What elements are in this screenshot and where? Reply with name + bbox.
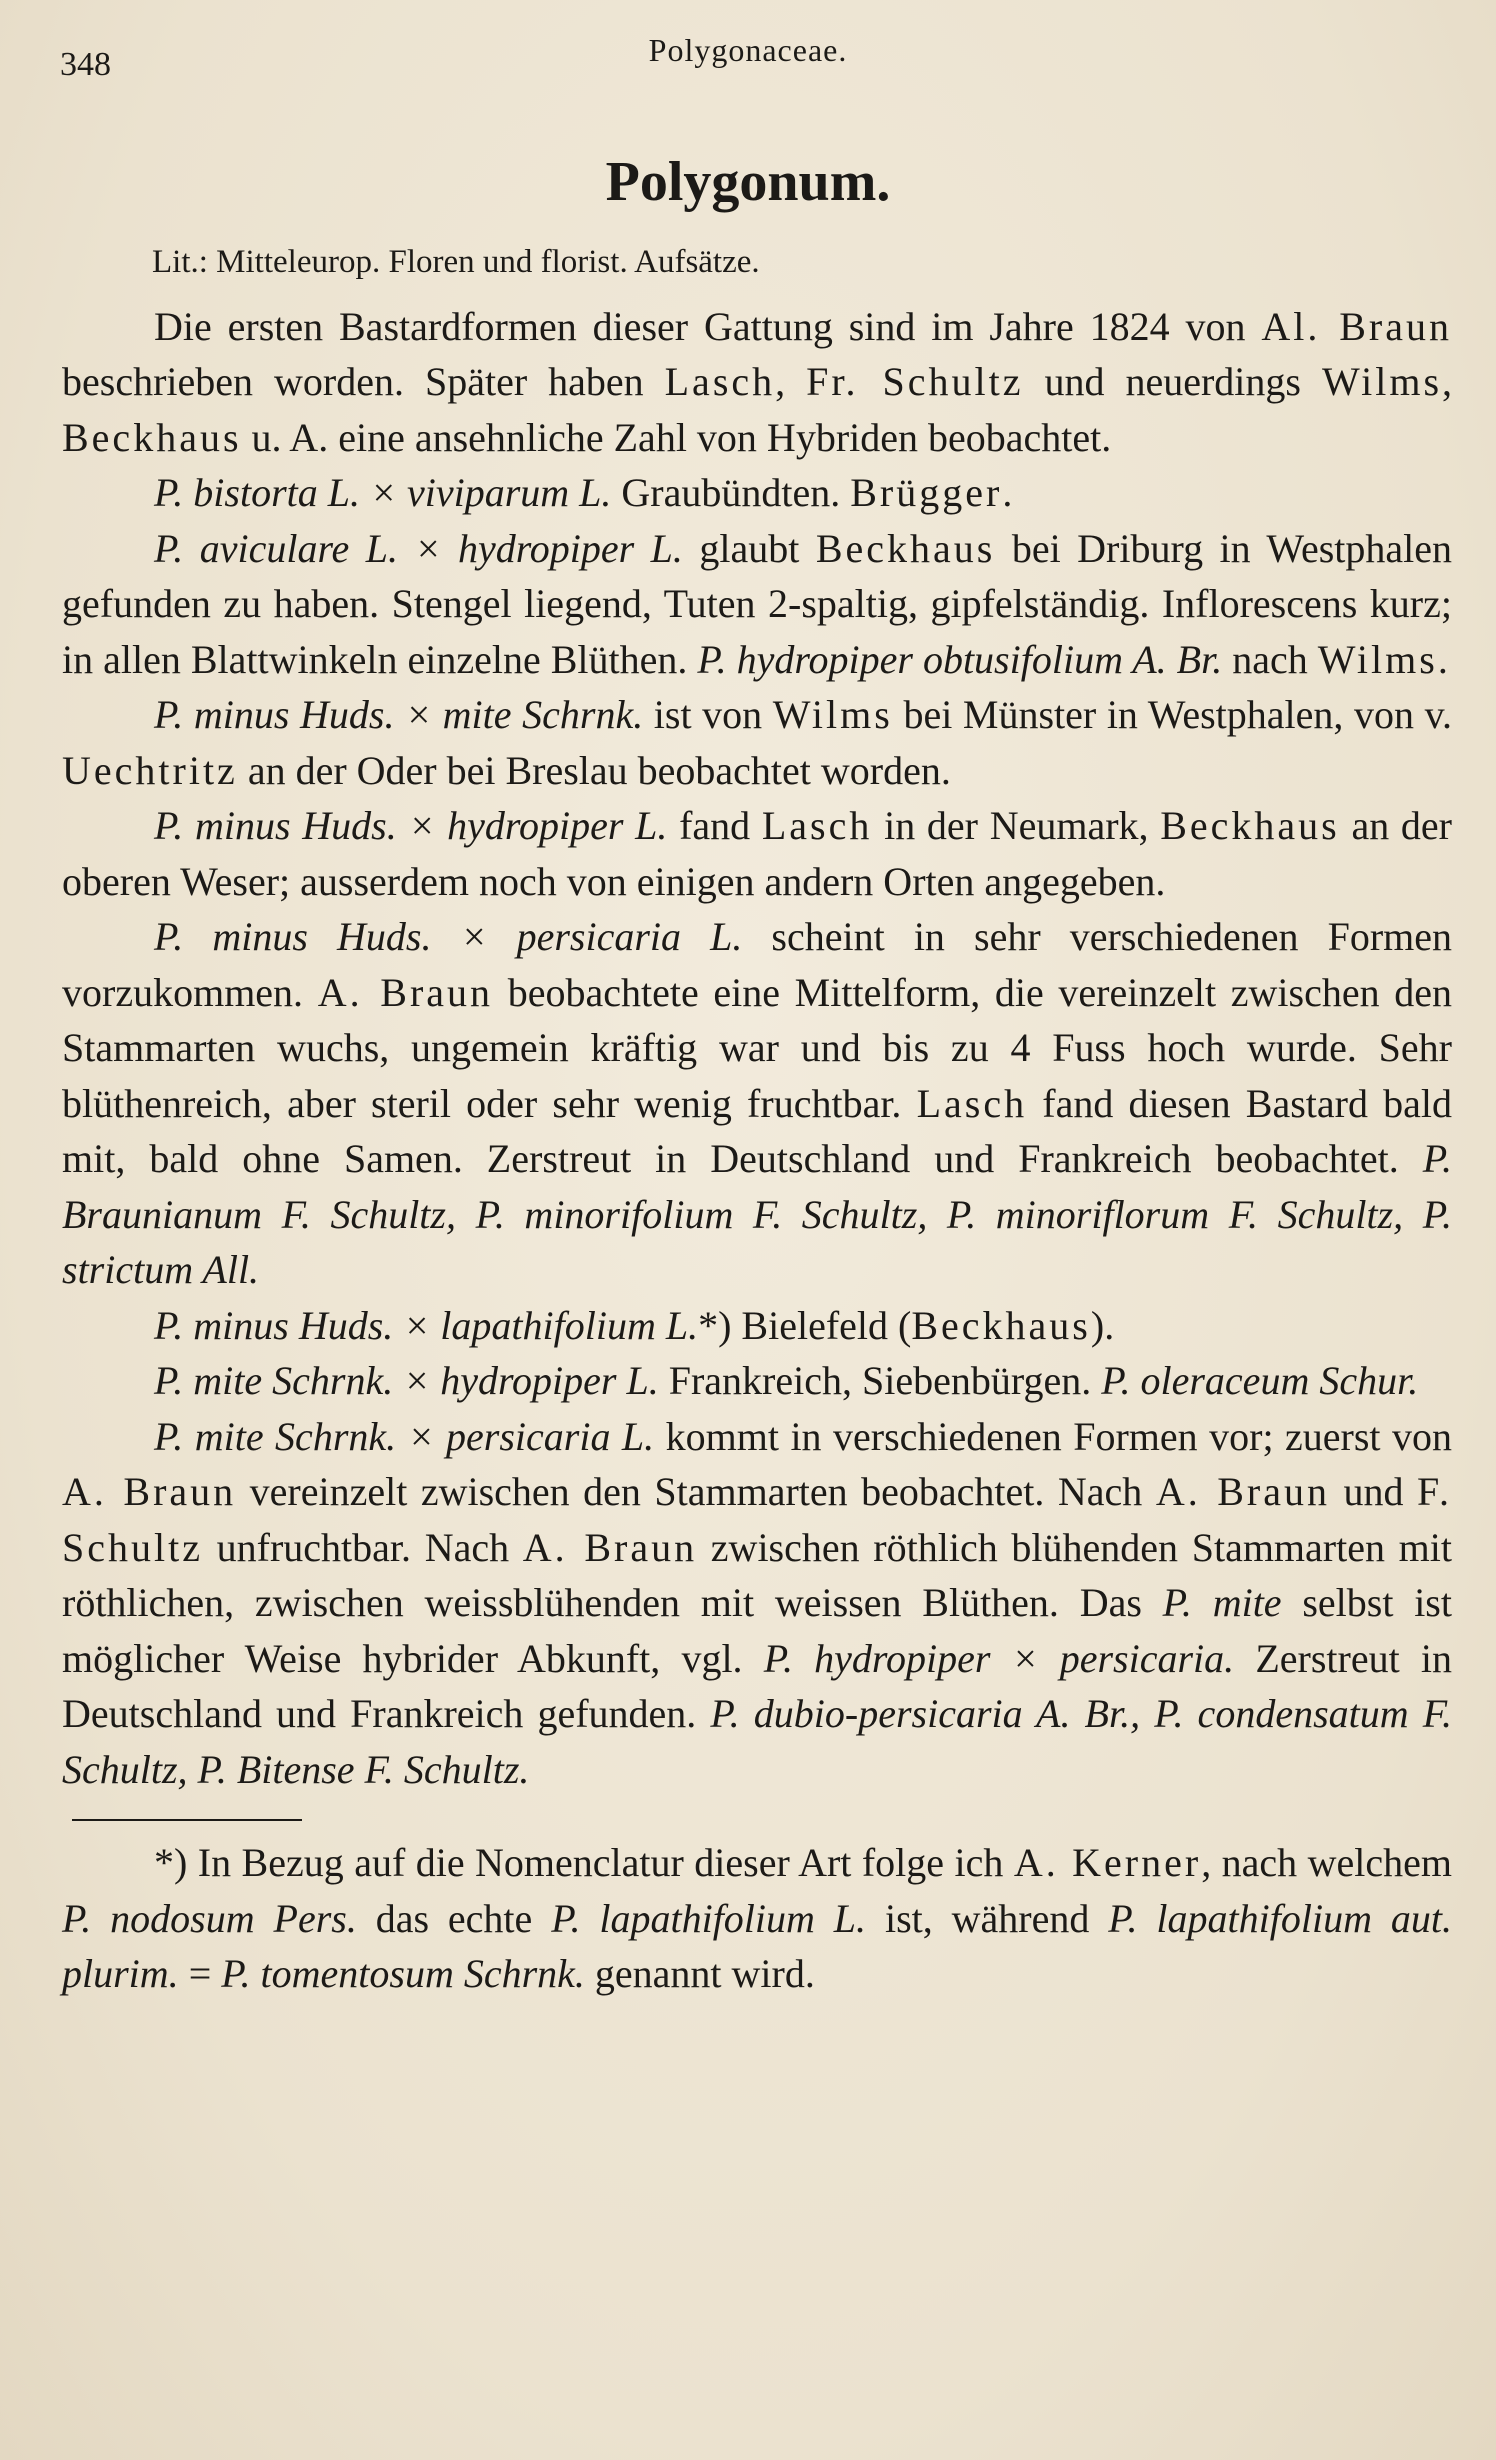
text-run: an der Oder bei Breslau beobachtet worden. <box>237 747 951 793</box>
author-name: Al. Braun <box>1261 303 1452 349</box>
text-run: fand diesen Bastard bald mit, bald ohne Samen. Zerstreut in Deutschland und Frankreich beobachtet. <box>62 1080 1452 1182</box>
species-name: P. mite <box>1162 1580 1282 1626</box>
text-run: *) Bielefeld ( <box>698 1302 912 1348</box>
text-run: vereinzelt zwischen den Stammarten beobachtet. Nach <box>236 1469 1156 1515</box>
author-name: Wilms <box>1317 636 1438 682</box>
text-run: ). <box>1090 1302 1115 1348</box>
text-run: Die ersten Bastardformen dieser Gattung sind im Jahre 1824 von <box>154 303 1262 349</box>
text-run: glaubt <box>682 525 816 571</box>
text-run: selbst ist möglicher Weise hybrider Abkunft, vgl. <box>62 1580 1452 1681</box>
hybrid-name: P. minus Huds. × hydropiper L. <box>154 803 668 849</box>
hybrid-entry <box>62 1353 1452 1409</box>
text-run: das echte <box>356 1895 552 1941</box>
author-name: F. Schultz <box>62 1469 1452 1570</box>
text-run: bei Münster in Westphalen, von v. <box>892 692 1452 738</box>
author-name: Lasch <box>761 803 873 849</box>
page-header <box>0 26 1496 86</box>
species-name: P. lapathifolium L. <box>551 1895 867 1941</box>
hybrid-entry <box>62 909 1452 1298</box>
synonym: P. oleraceum Schur. <box>1101 1358 1419 1404</box>
hybrid-entry <box>62 465 1452 521</box>
literature-note: Lit.: Mitteleurop. Floren und florist. Aufsätze. <box>152 244 760 280</box>
text-run: und <box>1329 1469 1417 1515</box>
text-run: Graubündten. <box>611 470 851 516</box>
text-run: kommt in verschiedenen Formen vor; zuerst von <box>654 1413 1452 1459</box>
hybrid-name: P. minus Huds. × lapathifolium L. <box>154 1302 699 1348</box>
author-name: A. Braun <box>317 969 494 1015</box>
text-run: . <box>1002 470 1013 516</box>
author-name: Beckhaus <box>815 525 996 571</box>
hybrid-entry <box>62 687 1452 798</box>
author-name: Beckhaus <box>1160 803 1340 849</box>
cross-reference: P. hydropiper × persicaria. <box>763 1635 1235 1681</box>
text-run: nach <box>1222 636 1318 682</box>
hybrid-name: P. mite Schrnk. × persicaria L. <box>154 1413 655 1459</box>
text-run: , nach welchem <box>1201 1840 1452 1886</box>
running-head: Polygonaceae. <box>648 32 848 68</box>
text-run: , <box>775 359 807 405</box>
hybrid-name: P. minus Huds. × mite Schrnk. <box>154 692 644 738</box>
hybrid-entry <box>62 1298 1452 1354</box>
author-name: Beckhaus <box>62 414 242 460</box>
synonym: P. Braunianum F. Schultz, P. minorifolium F. Schultz, P. minoriflorum F. Schultz, P. strictum All. <box>62 1136 1452 1293</box>
text-run: Zerstreut in Deutschland und Frankreich gefunden. <box>62 1635 1452 1737</box>
hybrid-entry <box>62 1409 1452 1798</box>
text-run: ist von <box>643 692 773 738</box>
text-run: unfruchtbar. Nach <box>202 1524 523 1570</box>
text-run: fand <box>667 803 762 849</box>
text-run: *) In Bezug auf die Nomenclatur dieser Art folge ich <box>154 1840 1014 1886</box>
hybrid-name: P. mite Schrnk. × hydropiper L. <box>154 1358 659 1404</box>
author-name: A. Braun <box>62 1469 237 1515</box>
species-name: P. lapathifolium aut. plurim. <box>62 1895 1452 1997</box>
hybrid-entry <box>62 521 1452 688</box>
author-name: Wilms <box>772 692 893 738</box>
footnote-rule <box>72 1819 302 1821</box>
hybrid-entry <box>62 798 1452 909</box>
synonym: P. hydropiper obtusifolium A. Br. <box>697 636 1223 682</box>
page-number: 348 <box>60 46 111 83</box>
author-name: Brügger <box>850 470 1003 516</box>
hybrid-name: P. minus Huds. × persicaria L. <box>154 914 743 960</box>
author-name: Lasch <box>916 1080 1028 1126</box>
text-run: bei Driburg in Westphalen gefunden zu haben. Stengel liegend, Tuten 2-spaltig, gipfelständig. Inflorescens kurz; in allen Blattwinkeln einzelne Blüthen. <box>62 525 1453 682</box>
hybrid-name: P. aviculare L. × hydropiper L. <box>154 525 683 571</box>
text-run: , <box>1442 359 1453 405</box>
text-run: in der Neumark, <box>872 803 1161 849</box>
text-run: beschrieben worden. Später haben <box>62 359 665 405</box>
author-name: A. Kerner <box>1013 1840 1202 1886</box>
author-name: Fr. Schultz <box>806 359 1024 405</box>
author-name: Wilms <box>1321 359 1443 405</box>
author-name: Beckhaus <box>911 1302 1091 1348</box>
species-name: P. nodosum Pers. <box>62 1895 357 1941</box>
text-run: . <box>1437 636 1448 682</box>
text-run: = <box>178 1951 222 1997</box>
text-run: u. A. eine ansehnliche Zahl von Hybriden beobachtet. <box>241 414 1112 460</box>
species-name: P. tomentosum Schrnk. <box>221 1951 585 1997</box>
author-name: Lasch <box>664 359 776 405</box>
hybrid-name: P. bistorta L. × viviparum L. <box>154 470 612 516</box>
intro-paragraph <box>62 299 1452 466</box>
synonym: P. dubio-persicaria A. Br., P. condensatum F. Schultz, P. Bitense F. Schultz. <box>62 1691 1453 1792</box>
text-run: an der oberen Weser; ausserdem noch von einigen andern Orten angegeben. <box>62 803 1452 904</box>
footnote <box>62 1835 1452 2002</box>
text-body <box>62 240 1452 2002</box>
text-run: genannt wird. <box>584 1951 815 1997</box>
section-title: Polygonum. <box>605 151 891 213</box>
text-run: ist, während <box>866 1895 1109 1941</box>
text-run: zwischen röthlich blühenden Stammarten mit röthlichen, zwischen weissblühenden mit weissen Blüthen. Das <box>62 1524 1453 1626</box>
text-run: beobachtete eine Mittelform, die vereinzelt zwischen den Stammarten wuchs, ungemein kräftig war und bis zu 4 Fuss hoch wurde. Sehr blüthenreich, aber steril oder sehr wenig fruchtbar. <box>62 969 1452 1126</box>
author-name: A. Braun <box>1155 1469 1330 1515</box>
author-name: Uechtritz <box>62 747 238 793</box>
text-run: und neuerdings <box>1023 359 1322 405</box>
text-run: scheint in sehr verschiedenen Formen vorzukommen. <box>62 914 1453 1015</box>
text-run: Frankreich, Siebenbürgen. <box>658 1358 1102 1404</box>
author-name: A. Braun <box>522 1524 698 1570</box>
